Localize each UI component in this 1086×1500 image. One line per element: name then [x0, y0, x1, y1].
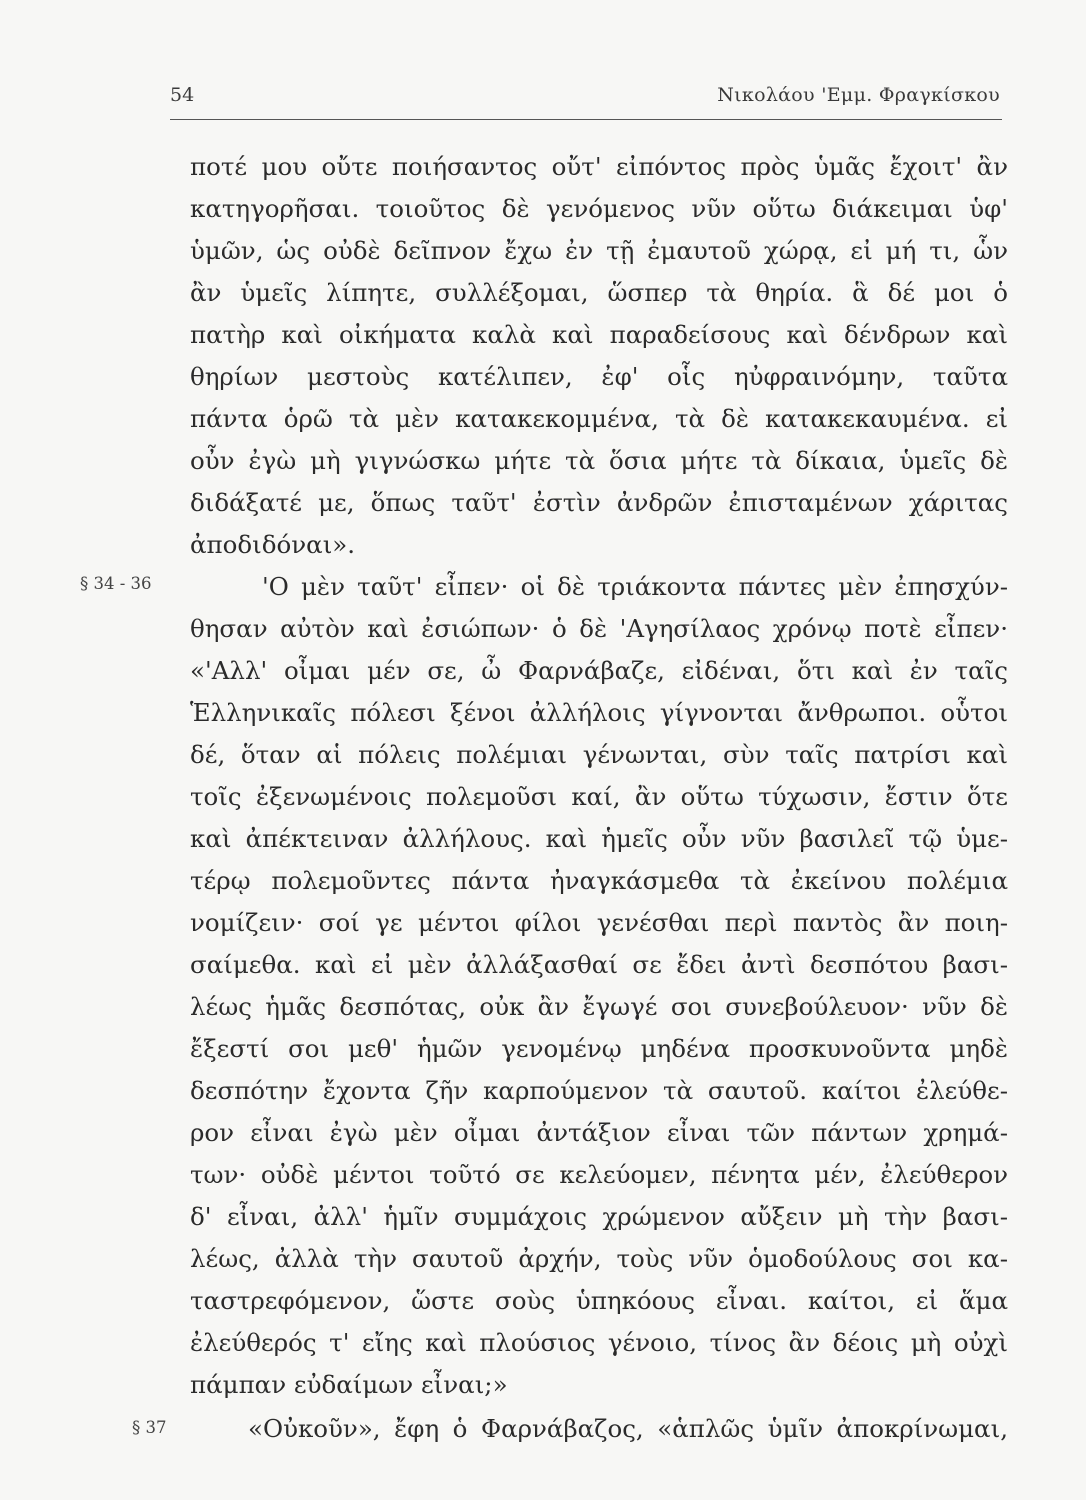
text-line: ἔξεστί σοι μεθ' ἡμῶν γενομένῳ μηδένα προσκυνοῦντα μηδὲ — [190, 1034, 1008, 1063]
text-line: Ἑλληνικαῖς πόλεσι ξένοι ἀλλήλοις γίγνονται ἄνθρωποι. οὗτοι — [190, 698, 1008, 727]
text-line: των· οὐδὲ μέντοι τοῦτό σε κελεύομεν, πένητα μέν, ἐλεύθερον — [190, 1160, 1008, 1189]
text-line: πάμπαν εὐδαίμων εἶναι;» — [190, 1370, 508, 1399]
text-line: κατηγορῆσαι. τοιοῦτος δὲ γενόμενος νῦν οὕτω διάκειμαι ὑφ' — [190, 194, 1008, 223]
text-line: διδάξατέ με, ὅπως ταῦτ' ἐστὶν ἀνδρῶν ἐπισταμένων χάριτας — [190, 488, 1008, 517]
text-line: οὖν ἐγὼ μὴ γιγνώσκω μήτε τὰ ὅσια μήτε τὰ δίκαια, ὑμεῖς δὲ — [190, 446, 1008, 475]
text-line: πατὴρ καὶ οἰκήματα καλὰ καὶ παραδείσους καὶ δένδρων καὶ — [190, 320, 1008, 349]
text-line: θησαν αὐτὸν καὶ ἐσιώπων· ὁ δὲ 'Αγησίλαος χρόνῳ ποτὲ εἶπεν· — [190, 614, 1008, 643]
text-line: σαίμεθα. καὶ εἰ μὲν ἀλλάξασθαί σε ἔδει ἀντὶ δεσπότου βασι- — [190, 950, 1008, 979]
text-line: 'Ο μὲν ταῦτ' εἶπεν· οἱ δὲ τριάκοντα πάντες μὲν ἐπησχύν- — [262, 572, 1008, 601]
text-line: νομίζειν· σοί γε μέντοι φίλοι γενέσθαι περὶ παντὸς ἂν ποιη- — [190, 908, 1008, 937]
text-line: ποτέ μου οὔτε ποιήσαντος οὔτ' εἰπόντος πρὸς ὑμᾶς ἔχοιτ' ἂν — [190, 152, 1008, 181]
text-line: δ' εἶναι, ἀλλ' ἡμῖν συμμάχοις χρώμενον αὔξειν μὴ τὴν βασι- — [190, 1202, 1008, 1231]
page-number: 54 — [170, 84, 195, 106]
text-line: λέως ἡμᾶς δεσπότας, οὐκ ἂν ἔγωγέ σοι συνεβούλευον· νῦν δὲ — [190, 992, 1008, 1021]
text-line: ἀποδιδόναι». — [190, 530, 356, 559]
text-line: καὶ ἀπέκτειναν ἀλλήλους. καὶ ἡμεῖς οὖν νῦν βασιλεῖ τῷ ὑμε- — [190, 824, 1008, 853]
text-line: ἂν ὑμεῖς λίπητε, συλλέξομαι, ὥσπερ τὰ θηρία. ἃ δέ μοι ὁ — [190, 278, 1008, 307]
text-line: «Οὐκοῦν», ἔφη ὁ Φαρνάβαζος, «ἁπλῶς ὑμῖν ἀποκρίνωμαι, — [248, 1414, 1008, 1443]
text-line: πάντα ὁρῶ τὰ μὲν κατακεκομμένα, τὰ δὲ κατακεκαυμένα. εἰ — [190, 404, 1008, 433]
text-line: λέως, ἀλλὰ τὴν σαυτοῦ ἀρχήν, τοὺς νῦν ὁμοδούλους σοι κα- — [190, 1244, 1008, 1273]
text-line: ἐλεύθερός τ' εἴης καὶ πλούσιος γένοιο, τίνος ἂν δέοις μὴ οὐχὶ — [190, 1328, 1008, 1357]
text-line: τοῖς ἐξενωμένοις πολεμοῦσι καί, ἂν οὕτω τύχωσιν, ἔστιν ὅτε — [190, 782, 1008, 811]
text-line: ταστρεφόμενον, ὥστε σοὺς ὑπηκόους εἶναι. καίτοι, εἰ ἅμα — [190, 1286, 1008, 1315]
section-marker: § 37 — [132, 1418, 167, 1437]
header-rule — [170, 119, 1002, 120]
section-marker: § 34 - 36 — [80, 574, 152, 593]
text-line: ρον εἶναι ἐγὼ μὲν οἶμαι ἀντάξιον εἶναι τῶν πάντων χρημά- — [190, 1118, 1008, 1147]
text-line: θηρίων μεστοὺς κατέλιπεν, ἐφ' οἷς ηὐφραινόμην, ταῦτα — [190, 362, 1008, 391]
text-line: δεσπότην ἔχοντα ζῆν καρπούμενον τὰ σαυτοῦ. καίτοι ἐλεύθε- — [190, 1076, 1008, 1105]
text-line: «'Αλλ' οἶμαι μέν σε, ὦ Φαρνάβαζε, εἰδέναι, ὅτι καὶ ἐν ταῖς — [190, 656, 1008, 685]
text-line: ὑμῶν, ὡς οὐδὲ δεῖπνον ἔχω ἐν τῇ ἐμαυτοῦ χώρᾳ, εἰ μή τι, ὧν — [190, 236, 1008, 265]
running-title: Νικολάου 'Εμμ. Φραγκίσκου — [717, 84, 1000, 106]
running-head — [170, 84, 1000, 114]
text-line: τέρῳ πολεμοῦντες πάντα ἠναγκάσμεθα τὰ ἐκείνου πολέμια — [190, 866, 1008, 895]
text-line: δέ, ὅταν αἱ πόλεις πολέμιαι γένωνται, σὺν ταῖς πατρίσι καὶ — [190, 740, 1008, 769]
